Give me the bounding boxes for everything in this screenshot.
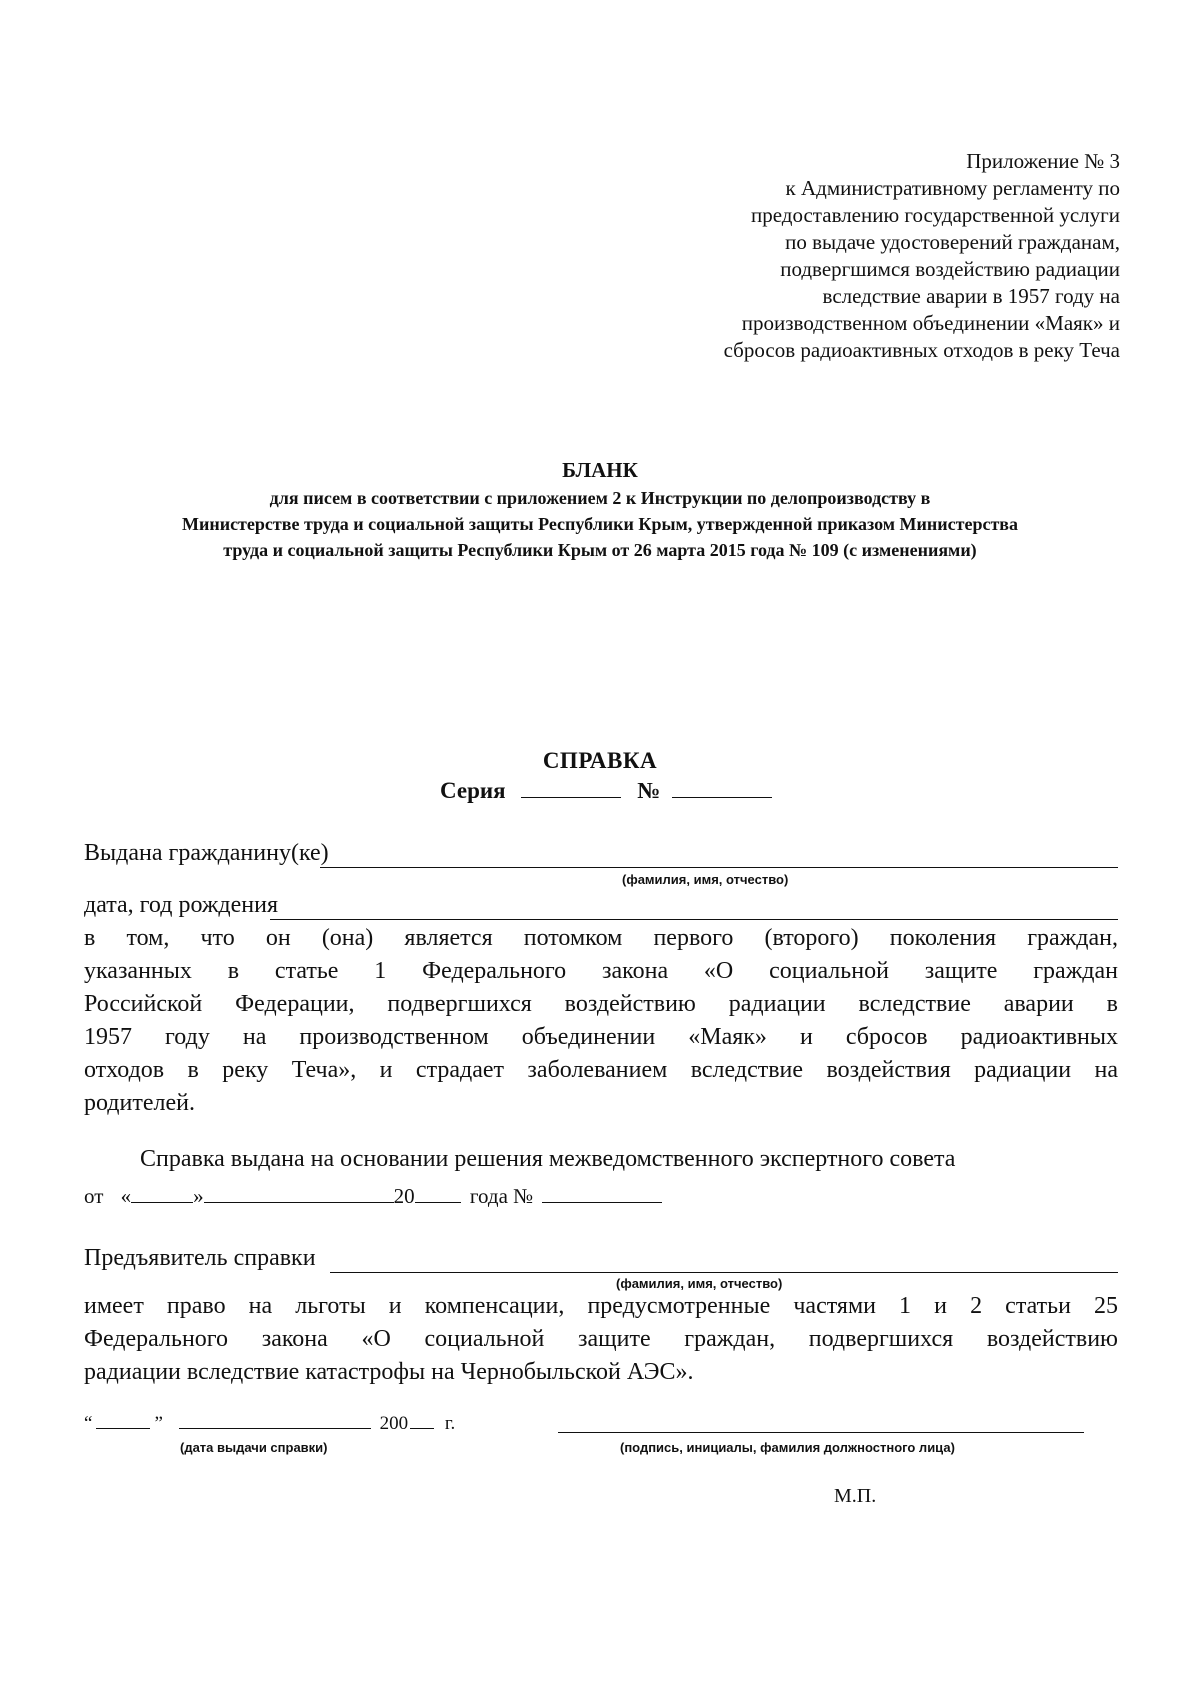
- issued-to-caption: (фамилия, имя, отчество): [622, 872, 789, 887]
- blank-description-line: труда и социальной защиты Республики Крым от 26 марта 2015 года № 109 (с изменениями): [223, 540, 977, 560]
- issued-to-label: Выдана гражданину(ке): [84, 840, 329, 866]
- blank-description-line: для писем в соответствии с приложением 2 к Инструкции по делопроизводству в: [269, 488, 931, 508]
- appendix-line: предоставлению государственной услуги: [751, 203, 1120, 227]
- series-blank[interactable]: [521, 781, 621, 798]
- footer-close-quote: ”: [154, 1413, 163, 1434]
- stamp-place-label: М.П.: [834, 1485, 877, 1507]
- statement-line: в том, что он (она) является потомком первого (второго) поколения граждан,: [84, 925, 1118, 951]
- appendix-line: подвергшимся воздействию радиации: [780, 257, 1120, 281]
- appendix-line: производственном объединении «Маяк» и: [741, 311, 1120, 335]
- number-blank[interactable]: [672, 781, 772, 798]
- basis-number-blank[interactable]: [542, 1186, 662, 1203]
- statement-line: родителей.: [84, 1090, 195, 1116]
- issued-to-field[interactable]: [320, 867, 1118, 868]
- statement-line: 1957 году на производственном объединении «Маяк» и сбросов радиоактивных: [84, 1024, 1118, 1050]
- year-number-label: года №: [469, 1184, 534, 1208]
- blank-title: БЛАНК: [562, 458, 638, 482]
- appendix-line: Приложение № 3: [966, 149, 1120, 173]
- series-number-line: [440, 778, 772, 804]
- series-label: Серия: [440, 778, 506, 803]
- entitlement-line: Федерального закона «О социальной защите граждан, подвергшихся воздействию: [84, 1326, 1118, 1352]
- appendix-line: по выдаче удостоверений гражданам,: [785, 230, 1120, 254]
- appendix-line: сбросов радиоактивных отходов в реку Теча: [723, 338, 1120, 362]
- blank-description-line: Министерстве труда и социальной защиты Республики Крым, утвержденной приказом Министерства: [181, 514, 1019, 534]
- birth-date-label: дата, год рождения: [84, 892, 279, 918]
- basis-year-blank[interactable]: [415, 1186, 461, 1203]
- presenter-field[interactable]: [330, 1272, 1118, 1273]
- issue-day-blank[interactable]: [96, 1412, 150, 1429]
- entitlement-line: имеет право на льготы и компенсации, предусмотренные частями 1 и 2 статьи 25: [84, 1293, 1118, 1319]
- descendant-statement: [84, 922, 1118, 1120]
- year-prefix: 20: [393, 1184, 415, 1208]
- number-label: №: [637, 778, 661, 803]
- open-quote: «: [120, 1184, 132, 1208]
- issue-date-caption: (дата выдачи справки): [180, 1440, 328, 1455]
- issue-month-blank[interactable]: [179, 1412, 371, 1429]
- statement-line: отходов в реку Теча», и страдает заболеванием вследствие воздействия радиации на: [84, 1057, 1118, 1083]
- entitlement-line: радиации вследствие катастрофы на Чернобыльской АЭС».: [84, 1359, 694, 1385]
- basis-month-blank[interactable]: [204, 1186, 394, 1203]
- footer-year-suffix: г.: [444, 1413, 456, 1434]
- appendix-line: к Административному регламенту по: [785, 176, 1120, 200]
- from-label: от: [84, 1184, 104, 1208]
- basis-date-line: [84, 1184, 662, 1209]
- presenter-caption: (фамилия, имя, отчество): [616, 1276, 783, 1291]
- basis-statement: Справка выдана на основании решения межведомственного экспертного совета: [140, 1146, 956, 1172]
- statement-line: указанных в статье 1 Федерального закона «О социальной защите граждан: [84, 958, 1118, 984]
- issue-year-blank[interactable]: [410, 1412, 434, 1429]
- entitlement-statement: [84, 1290, 1118, 1389]
- footer-open-quote: “: [84, 1413, 93, 1434]
- certificate-title: СПРАВКА: [542, 748, 658, 773]
- blank-description: [70, 485, 1130, 563]
- appendix-line: вследствие аварии в 1957 году на: [822, 284, 1120, 308]
- issue-date-line: [84, 1412, 455, 1435]
- signature-field[interactable]: [558, 1432, 1084, 1433]
- birth-date-field[interactable]: [270, 919, 1118, 920]
- signature-caption: (подпись, инициалы, фамилия должностного лица): [620, 1440, 955, 1455]
- basis-day-blank[interactable]: [131, 1186, 193, 1203]
- presenter-label: Предъявитель справки: [84, 1245, 316, 1271]
- statement-line: Российской Федерации, подвергшихся воздействию радиации вследствие аварии в: [84, 991, 1118, 1017]
- footer-year-prefix: 200: [379, 1413, 409, 1434]
- appendix-block: [724, 148, 1120, 364]
- close-quote: »: [193, 1184, 204, 1208]
